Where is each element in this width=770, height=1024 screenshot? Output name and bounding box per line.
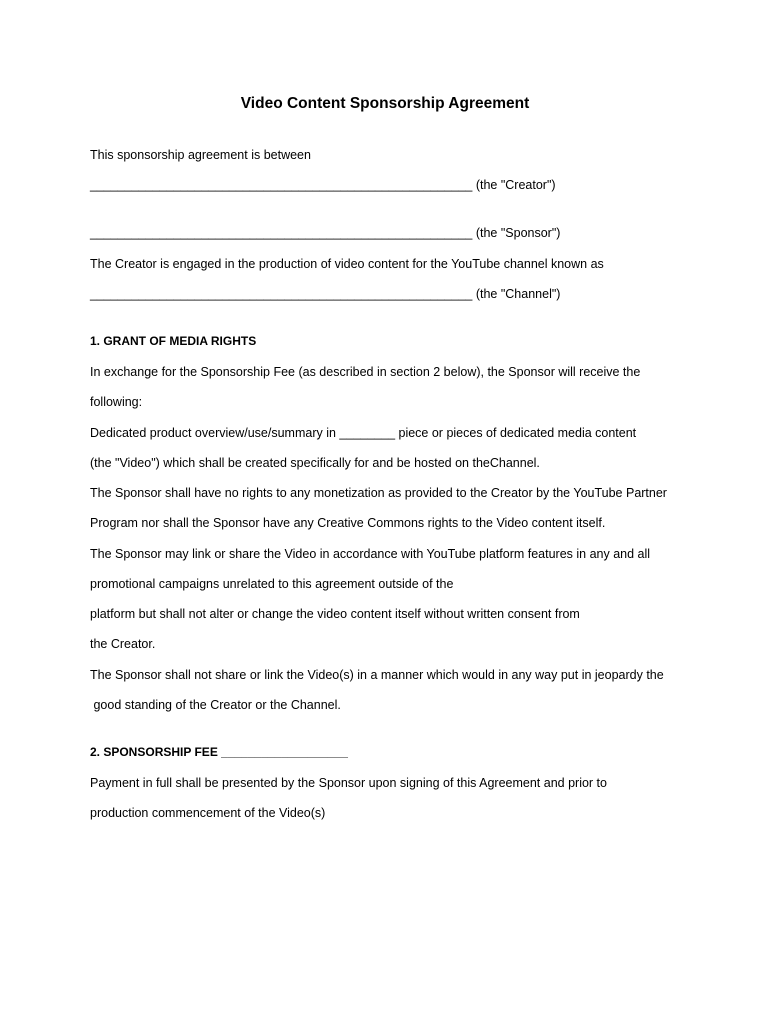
channel-blank-line: _______________________________________________________ (the "Channel"): [90, 287, 561, 301]
creator-blank-line: _______________________________________________________ (the "Creator"): [90, 178, 556, 192]
section-2-line: production commencement of the Video(s): [90, 806, 326, 820]
section-2-line: Payment in full shall be presented by the Sponsor upon signing of this Agreement and prior to: [90, 776, 607, 790]
section-1-line: platform but shall not alter or change the video content itself without written consent from: [90, 607, 580, 621]
section-2-heading: 2. SPONSORSHIP FEE ___________________: [90, 745, 348, 759]
section-1-line: (the "Video") which shall be created specifically for and be hosted on theChannel.: [90, 456, 540, 470]
section-1-line: Dedicated product overview/use/summary in ________ piece or pieces of dedicated media content: [90, 426, 637, 440]
section-1-line: The Sponsor may link or share the Video in accordance with YouTube platform features in any and all: [90, 547, 651, 561]
sponsor-blank-line: _______________________________________________________ (the "Sponsor"): [90, 226, 561, 240]
section-1-line: Program nor shall the Sponsor have any Creative Commons rights to the Video content itself.: [90, 516, 606, 530]
section-1-line: promotional campaigns unrelated to this agreement outside of the: [90, 577, 454, 591]
section-1-line: the Creator.: [90, 637, 156, 651]
document-title: Video Content Sponsorship Agreement: [240, 95, 530, 112]
section-1-line: following:: [90, 395, 143, 409]
engaged-text: The Creator is engaged in the production of video content for the YouTube channel known as: [90, 257, 604, 271]
section-1-line: good standing of the Creator or the Channel.: [90, 698, 341, 712]
section-1-heading: 1. GRANT OF MEDIA RIGHTS: [90, 334, 257, 348]
section-1-line: The Sponsor shall not share or link the Video(s) in a manner which would in any way put in jeopardy the: [90, 668, 664, 682]
intro-text: This sponsorship agreement is between: [90, 148, 311, 162]
section-1-line: In exchange for the Sponsorship Fee (as described in section 2 below), the Sponsor will receive the: [90, 365, 641, 379]
section-1-line: The Sponsor shall have no rights to any monetization as provided to the Creator by the YouTube Partner: [90, 486, 667, 500]
